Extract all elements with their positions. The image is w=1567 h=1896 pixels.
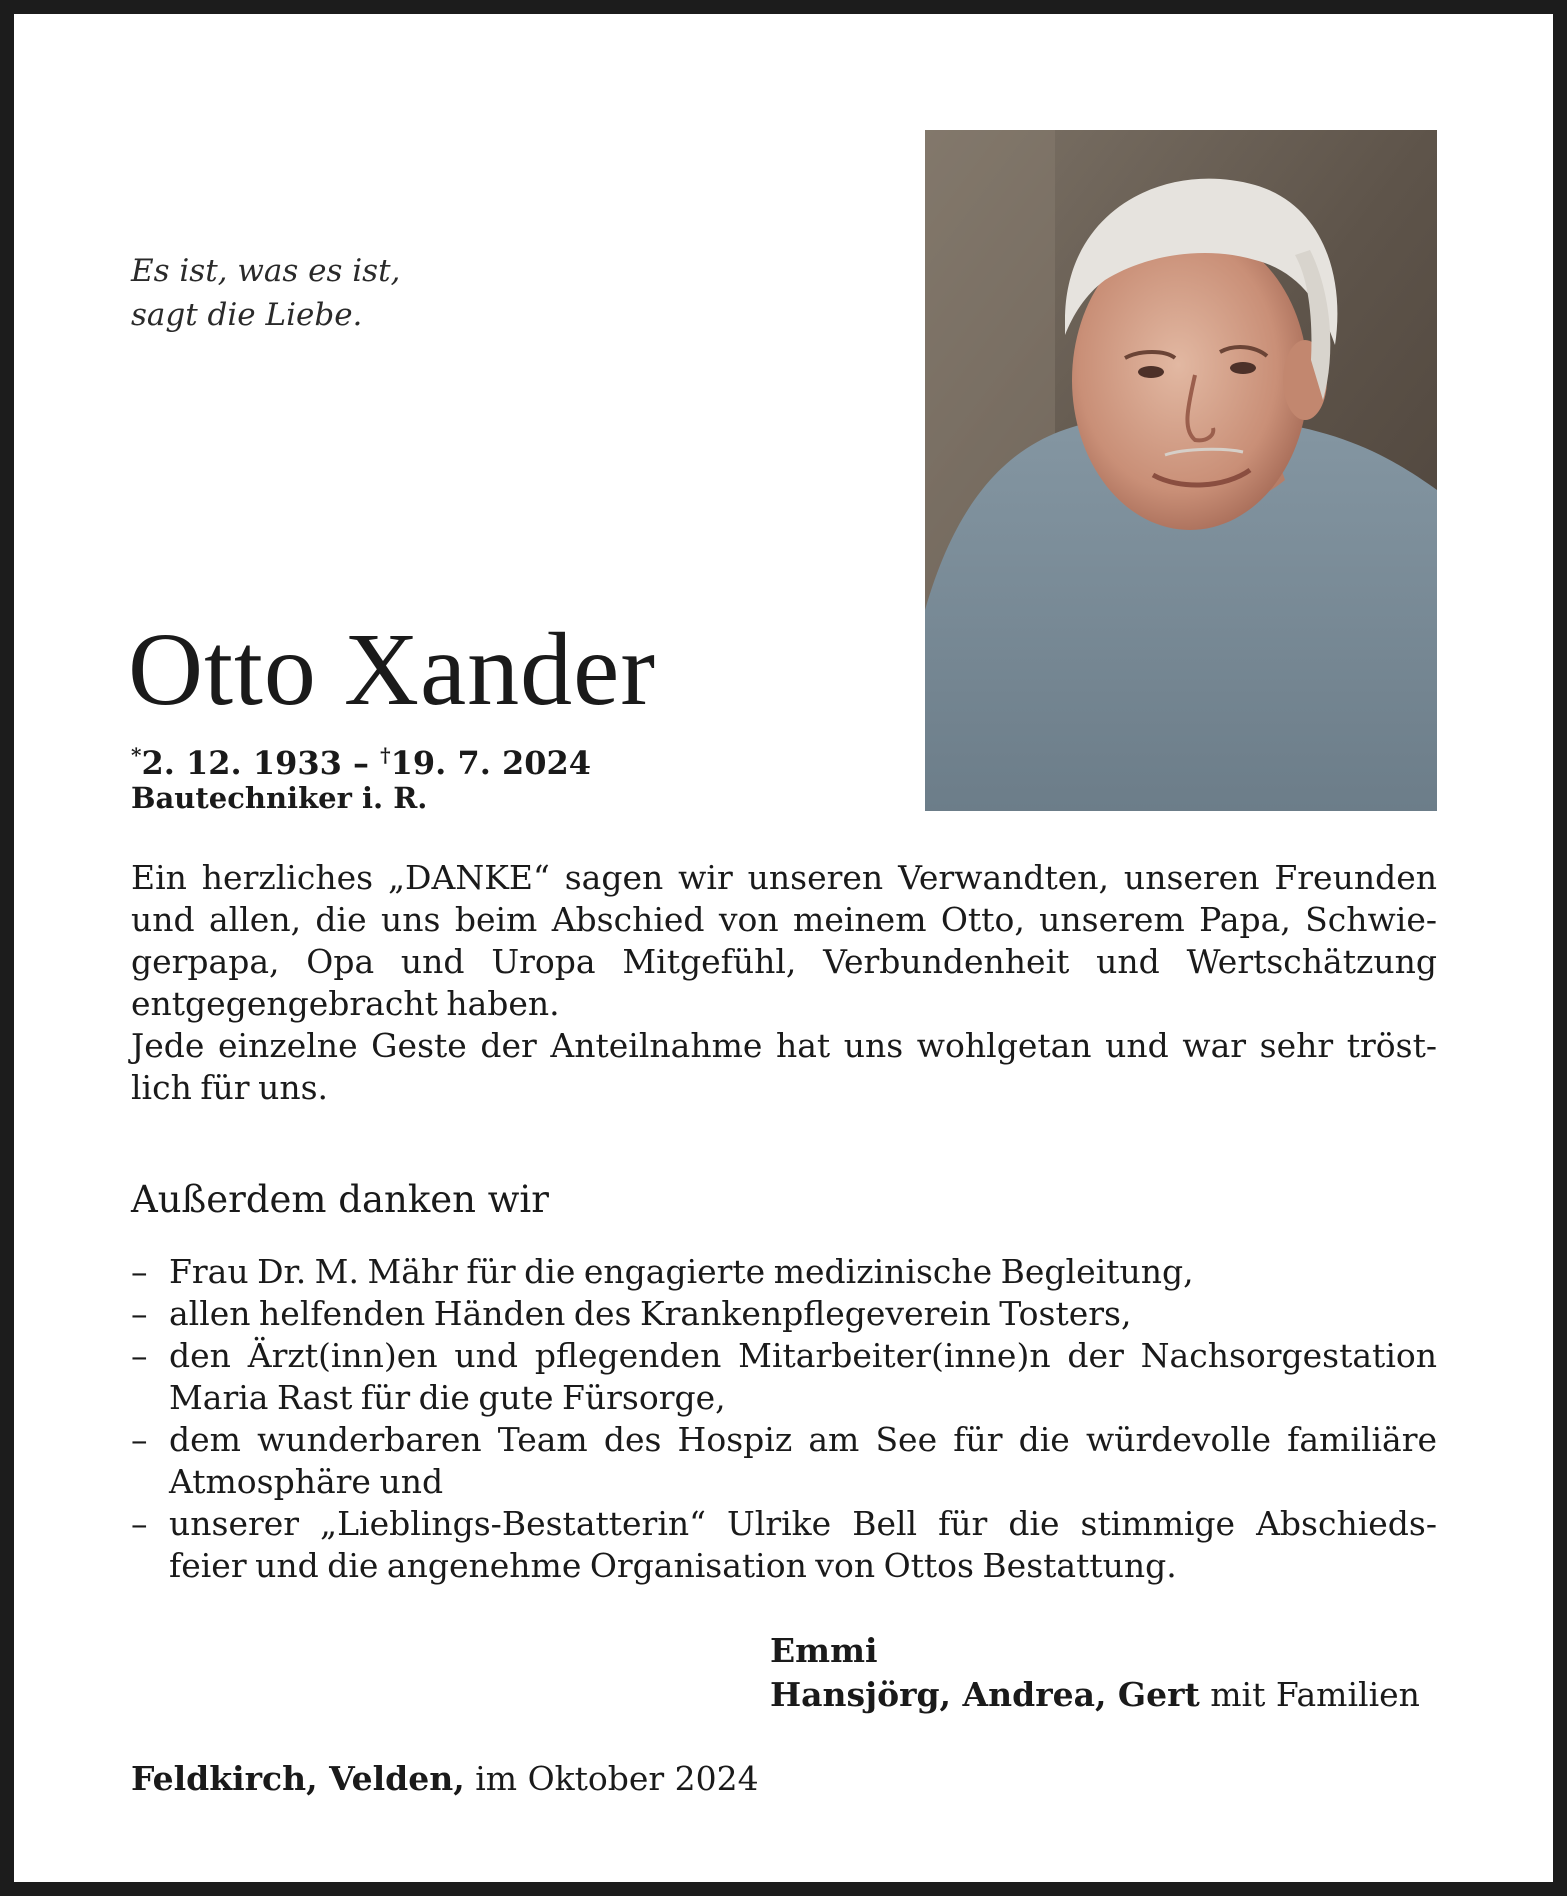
list-item: [131, 1335, 1437, 1419]
month-year: im Oktober 2024: [464, 1759, 759, 1798]
death-symbol: †: [380, 743, 391, 767]
dash-marker: –: [131, 1294, 148, 1333]
quote-line-2: sagt die Liebe.: [131, 297, 363, 333]
birth-symbol: *: [131, 743, 142, 767]
list-item-line: dem wunderbaren Team des Hospiz am See für die würdevolle familiäre: [169, 1420, 1437, 1459]
body-line: und allen, die uns beim Abschied von meinem Otto, unserem Papa, Schwie-: [131, 900, 1437, 939]
list-item-line: den Ärzt(inn)en und pflegenden Mitarbeiter(inne)n der Nachsorgestation: [169, 1336, 1437, 1375]
dash-marker: –: [131, 1252, 148, 1291]
list-item-line: unserer „Lieblings-Bestatterin“ Ulrike Bell für die stimmige Abschieds-: [169, 1504, 1437, 1543]
place-names: Feldkirch, Velden,: [131, 1759, 465, 1798]
list-item-line: allen helfenden Händen des Krankenpflegeverein Tosters,: [169, 1294, 1132, 1333]
dash-marker: –: [131, 1336, 148, 1375]
list-item-line: feier und die angenehme Organisation von Ottos Bestattung.: [169, 1546, 1177, 1585]
date-separator: –: [341, 744, 381, 782]
body-line: Ein herzliches „DANKE“ sagen wir unseren Verwandten, unseren Freunden: [131, 858, 1437, 897]
place-date: [131, 1757, 759, 1801]
dash-marker: –: [131, 1504, 148, 1543]
body-line: Jede einzelne Geste der Anteilnahme hat uns wohlgetan und war sehr tröst-: [131, 1026, 1437, 1065]
list-item: [131, 1293, 1437, 1335]
profession: Bautechniker i. R.: [131, 781, 428, 815]
death-date: 19. 7. 2024: [390, 744, 592, 782]
quote-line-1: Es ist, was es ist,: [131, 253, 401, 289]
portrait-photo: [925, 130, 1437, 811]
list-item-line: Atmosphäre und: [169, 1462, 444, 1501]
signature-line-2: [770, 1673, 1437, 1717]
portrait-icon: [925, 130, 1437, 811]
signature-line-1: Emmi: [770, 1631, 878, 1670]
quote: [131, 249, 400, 337]
list-item-line: Maria Rast für die gute Fürsorge,: [169, 1378, 726, 1417]
list-item-line: Frau Dr. M. Mähr für die engagierte medizinische Begleitung,: [169, 1252, 1194, 1291]
thanks-list: [131, 1251, 1437, 1587]
list-item: [131, 1419, 1437, 1503]
birth-date: 2. 12. 1933: [141, 744, 342, 782]
signature: [770, 1629, 1437, 1717]
list-item: [131, 1251, 1437, 1293]
dash-marker: –: [131, 1420, 148, 1459]
signature-families: mit Familien: [1199, 1675, 1420, 1714]
signature-names: Hansjörg, Andrea, Gert: [770, 1675, 1200, 1714]
thank-you-paragraph: [131, 857, 1437, 1109]
deceased-name: Otto Xander: [128, 612, 656, 727]
list-item: [131, 1503, 1437, 1587]
body-line: entgegengebracht haben.: [131, 984, 560, 1023]
body-line: lich für uns.: [131, 1068, 328, 1107]
thanks-heading: Außerdem danken wir: [131, 1178, 549, 1221]
body-line: gerpapa, Opa und Uropa Mitgefühl, Verbundenheit und Wertschätzung: [131, 942, 1437, 981]
